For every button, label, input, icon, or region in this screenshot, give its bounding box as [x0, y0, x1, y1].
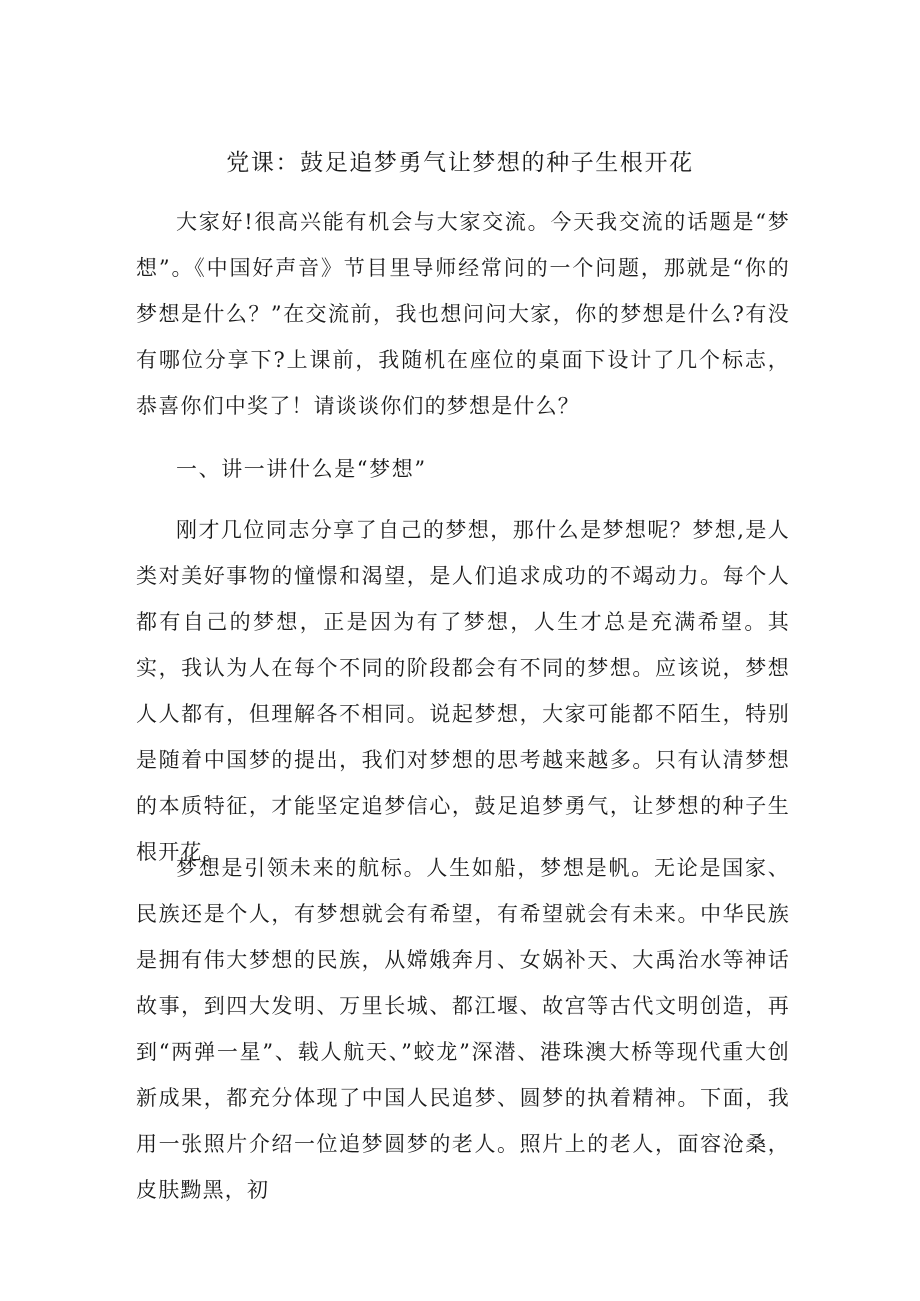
- body-paragraph: 刚才几位同志分享了自己的梦想，那什么是梦想呢？梦想,是人类对美好事物的憧憬和渴望，是人们追求成功的不竭动力。每个人都有自己的梦想，正是因为有了梦想，人生才总是充满希望。其实，我认为人在每个不同的阶段都会有不同的梦想。应该说，梦想人人都有，但理解各不相同。说起梦想，大家可能都不陌生，特别是随着中国梦的提出，我们对梦想的思考越来越多。只有认清梦想的本质特征，才能坚定追梦信心，鼓足追梦勇气，让梦想的种子生根开花。: [136, 518, 790, 864]
- body-paragraph: 大家好!很高兴能有机会与大家交流。今天我交流的话题是“梦想”。《中国好声音》节目里导师经常问的一个问题，那就是“你的梦想是什么？”在交流前，我也想问问大家，你的梦想是什么?有没有哪位分享下?上课前，我随机在座位的桌面下设计了几个标志，恭喜你们中奖了！请谈谈你们的梦想是什么？: [136, 210, 790, 418]
- section-heading: 一、讲一讲什么是“梦想”: [176, 457, 427, 481]
- body-paragraph: 梦想是引领未来的航标。人生如船，梦想是帆。无论是国家、民族还是个人，有梦想就会有希望，有希望就会有未来。中华民族是拥有伟大梦想的民族，从嫦娥奔月、女娲补天、大禹治水等神话故事，到四大发明、万里长城、都江堰、故宫等古代文明创造，再到“两弹一星”、载人航天、”蛟龙”深潜、港珠澳大桥等现代重大创新成果，都充分体现了中国人民追梦、圆梦的执着精神。下面，我用一张照片介绍一位追梦圆梦的老人。照片上的老人，面容沧桑，皮肤黝黑，初: [136, 856, 790, 1202]
- document-title: 党课：鼓足追梦勇气让梦想的种子生根开花: [226, 150, 694, 176]
